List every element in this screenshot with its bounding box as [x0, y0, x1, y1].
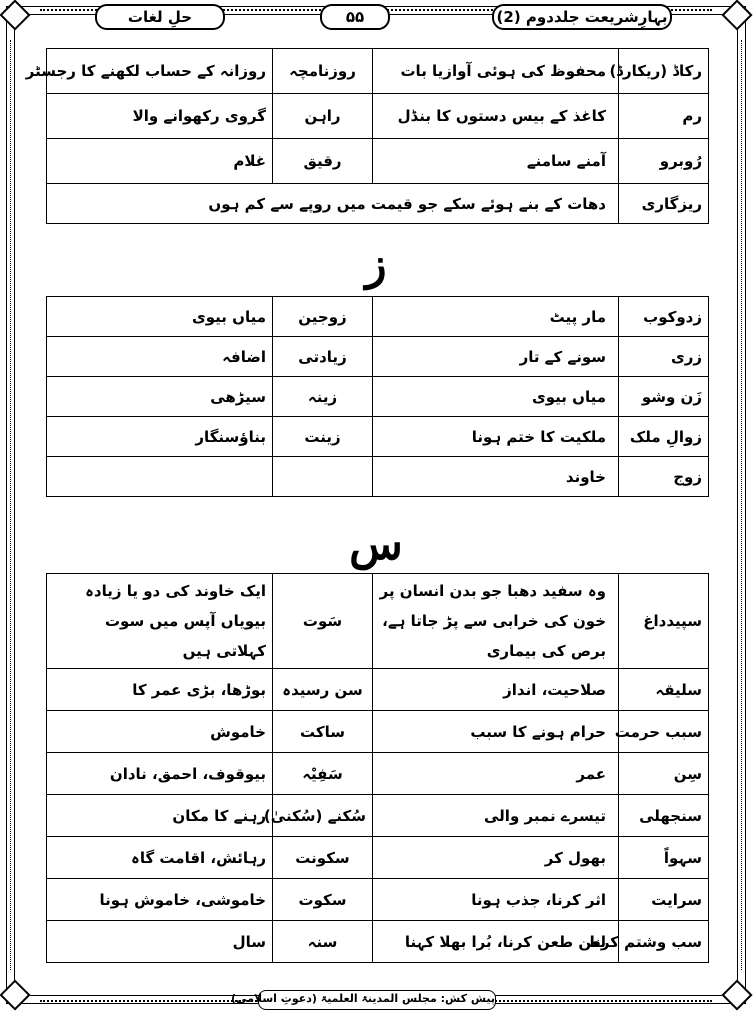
- table-row: [47, 377, 709, 417]
- term: ساکت: [273, 711, 373, 753]
- table-row: [47, 837, 709, 879]
- meaning: میاں بیوی: [373, 377, 619, 417]
- term: سِن: [619, 753, 709, 795]
- term: ریزگاری: [619, 184, 709, 224]
- term: سکونت: [273, 837, 373, 879]
- meaning: بھول کر: [373, 837, 619, 879]
- book-title: بہارِشریعت جلددوم (2): [492, 4, 672, 30]
- term: زینت: [273, 417, 373, 457]
- meaning: بوڑھا، بڑی عمر کا: [47, 669, 273, 711]
- meaning: سیڑھی: [47, 377, 273, 417]
- table-row: [47, 879, 709, 921]
- meaning: مار پیٹ: [373, 297, 619, 337]
- meaning: حرام ہونے کا سبب: [373, 711, 619, 753]
- meaning: [47, 457, 273, 497]
- term: سَوت: [273, 574, 373, 669]
- meaning: اضافہ: [47, 337, 273, 377]
- meaning: سال: [47, 921, 273, 963]
- table-row: [47, 139, 709, 184]
- meaning: میاں بیوی: [47, 297, 273, 337]
- term: سنہ: [273, 921, 373, 963]
- term: روزنامچہ: [273, 49, 373, 94]
- glossary-table-s: [46, 573, 709, 963]
- table-row: [47, 669, 709, 711]
- meaning: رہنے کا مکان: [47, 795, 273, 837]
- meaning: رہائش، اقامت گاہ: [47, 837, 273, 879]
- table-row: [47, 417, 709, 457]
- section-title: حلِ لغات: [95, 4, 225, 30]
- left-dotted-border: [10, 40, 17, 970]
- page-number: ۵۵: [320, 4, 390, 30]
- term: سرایت: [619, 879, 709, 921]
- term: زری: [619, 337, 709, 377]
- section-letter-seen: س: [349, 519, 403, 570]
- right-dotted-border: [741, 40, 748, 970]
- term: سہواً: [619, 837, 709, 879]
- meaning: آمنے سامنے: [373, 139, 619, 184]
- meaning: سونے کے تار: [373, 337, 619, 377]
- term: زینہ: [273, 377, 373, 417]
- meaning: محفوظ کی ہوئی آوازیا بات: [373, 49, 619, 94]
- table-row: [47, 795, 709, 837]
- term: راہن: [273, 94, 373, 139]
- term: سُکنے (سُکنیٰ): [273, 795, 373, 837]
- term: [273, 457, 373, 497]
- term: زیادتی: [273, 337, 373, 377]
- meaning: صلاحیت، انداز: [373, 669, 619, 711]
- meaning: ملکیت کا ختم ہونا: [373, 417, 619, 457]
- term: زَن وشو: [619, 377, 709, 417]
- meaning: لعن طعن کرنا، بُرا بھلا کہنا: [373, 921, 619, 963]
- section-letter-zay: ز: [365, 239, 387, 290]
- footer-publisher-note: (دعوتِ اسلامی): [231, 992, 317, 1005]
- meaning: گروی رکھوانے والا: [47, 94, 273, 139]
- term: زدوکوب: [619, 297, 709, 337]
- term: سب وشتم کرنا: [619, 921, 709, 963]
- term: زوالِ ملک: [619, 417, 709, 457]
- table-row: [47, 184, 709, 224]
- term: سکوت: [273, 879, 373, 921]
- term: زوج: [619, 457, 709, 497]
- term: سن رسیدہ: [273, 669, 373, 711]
- table-row: [47, 297, 709, 337]
- meaning: ایک خاوند کی دو یا زیادہ بیویاں آپس میں سوت کہلاتی ہیں: [47, 574, 273, 669]
- term: رُوبرو: [619, 139, 709, 184]
- term: رم: [619, 94, 709, 139]
- meaning: تیسرے نمبر والی: [373, 795, 619, 837]
- meaning: کاغذ کے بیس دستوں کا بنڈل: [373, 94, 619, 139]
- term: رکاڈ (ریکارڈ): [619, 49, 709, 94]
- meaning: دھات کے بنے ہوئے سکے جو قیمت میں روپے سے کم ہوں: [47, 184, 619, 224]
- meaning: غلام: [47, 139, 273, 184]
- meaning: عمر: [373, 753, 619, 795]
- table-row: [47, 337, 709, 377]
- table-row: [47, 94, 709, 139]
- table-row: [47, 49, 709, 94]
- footer-credit-prefix: پیش کش:: [440, 992, 495, 1005]
- table-row: [47, 457, 709, 497]
- table-row: [47, 574, 709, 669]
- meaning: خاموشی، خاموش ہونا: [47, 879, 273, 921]
- term: سَفِیْہ: [273, 753, 373, 795]
- table-row: [47, 921, 709, 963]
- term: سلیقہ: [619, 669, 709, 711]
- meaning: خاوند: [373, 457, 619, 497]
- term: سپیدداغ: [619, 574, 709, 669]
- meaning: خاموش: [47, 711, 273, 753]
- term: زوجین: [273, 297, 373, 337]
- meaning: وہ سفید دھبا جو بدن انسان پر خون کی خرابی سے پڑ جاتا ہے، برص کی بیماری: [373, 574, 619, 669]
- meaning: اثر کرنا، جذب ہونا: [373, 879, 619, 921]
- term: سنجھلی: [619, 795, 709, 837]
- glossary-table-z: [46, 296, 709, 497]
- term: سبب حرمت: [619, 711, 709, 753]
- publisher-footer: [231, 990, 496, 1010]
- table-row: [47, 753, 709, 795]
- meaning: روزانہ کے حساب لکھنے کا رجسٹر: [47, 49, 273, 94]
- term: رقیق: [273, 139, 373, 184]
- meaning: بیوقوف، احمق، نادان: [47, 753, 273, 795]
- table-row: [47, 711, 709, 753]
- meaning: بناؤسنگار: [47, 417, 273, 457]
- glossary-table-r: [25, 48, 709, 224]
- footer-publisher: مجلس المدینۃ العلمیۃ: [320, 992, 437, 1005]
